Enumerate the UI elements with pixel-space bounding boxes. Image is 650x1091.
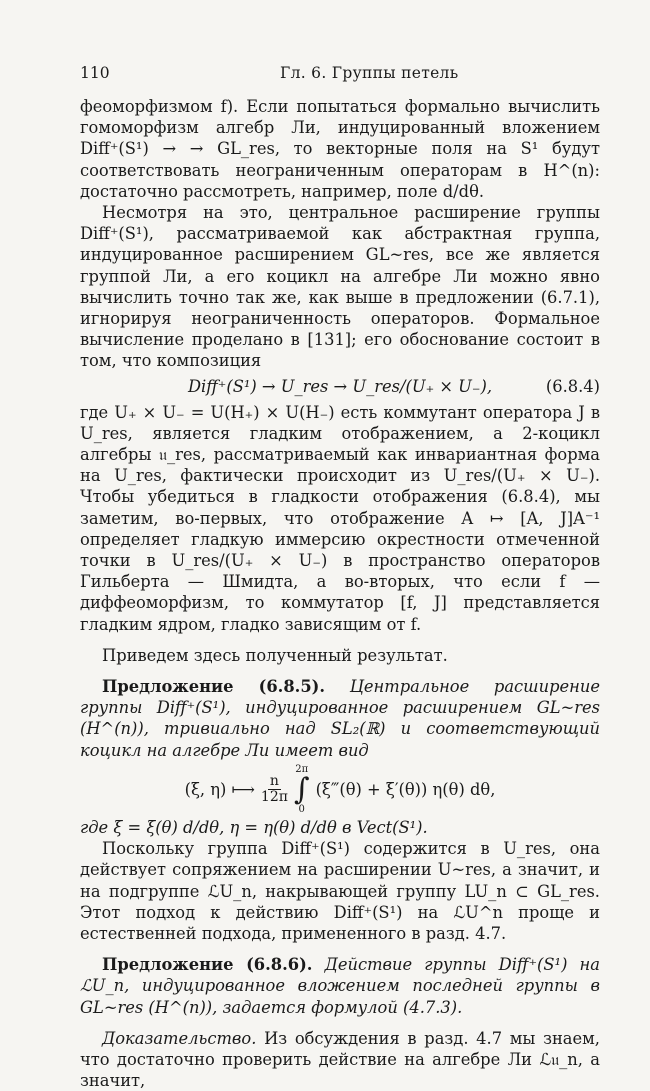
running-title: Гл. 6. Группы петель [280, 64, 459, 82]
paragraph-commutant: где U₊ × U₋ = U(H₊) × U(H₋) есть коммутант оператора J в U_res, является гладким отображением, а 2-коцикл алгебры 𝔲_res, рассматриваемый как инвариантная форма на U_res, фактически происходит из U_res/(U₊ × U₋). Чтобы убедиться в гладкости отображения (6.8.4), мы заметим, во-первых, что отображение A ↦ [A, J]A⁻¹ определяет гладкую иммерсию окрестности отмеченной точки в U_res/(U₊ × U₋) в пространство операторов Гильберта — Шмидта, а во-вторых, что если f — диффеоморфизм, то коммутатор [f, J] представляется гладким ядром, гладко зависящим от f. [80, 402, 600, 634]
page-number: 110 [80, 64, 110, 82]
page-header [80, 64, 600, 86]
paragraph-continued: феоморфизмом f). Если попытаться формально вычислить гомоморфизм алгебр Ли, индуцированный вложением Diff⁺(S¹) → → GL_res, то векторные поля на S¹ будут соответствовать неограниченным операторам в H^(n): достаточно рассмотреть, например, поле d/dθ. [80, 97, 600, 201]
proposition-6-8-5 [80, 676, 600, 761]
proposition-label: Предложение (6.8.5). [102, 677, 326, 697]
equation-number: (6.8.4) [545, 377, 600, 397]
proposition-6-8-6 [80, 954, 600, 1018]
fraction-numerator: n [269, 773, 279, 790]
integral-lower-limit: 0 [298, 803, 305, 815]
integral-upper-limit: 2π [295, 763, 309, 775]
proof [80, 1028, 600, 1091]
proposition-text: Центральное расширение группы Diff⁺(S¹), индуцированное расширением GL~res (H^(n)), тривиально над SL₂(ℝ) и соответствующий коцикл на алгебре Ли имеет вид [80, 677, 600, 760]
fraction-denominator: 12π [260, 789, 288, 806]
proposition-label: Предложение (6.8.6). [102, 955, 313, 975]
formula-caption: где ξ = ξ(θ) d/dθ, η = η(θ) d/dθ в Vect(S¹). [80, 817, 428, 837]
paragraph-central-extension: Несмотря на это, центральное расширение группы Diff⁺(S¹), рассматриваемой как абстрактная группа, индуцированное расширением GL~res, все же является группой Ли, а его коцикл на алгебре Ли можно явно вычислить точно так же, как выше в предложении (6.7.1), игнорируя неограниченность операторов. Формальное вычисление проделано в [131]; его обоснование состоит в том, что композиция [80, 203, 600, 371]
integral-symbol-icon: ∫ [293, 771, 310, 807]
proof-text: Из обсуждения в разд. 4.7 мы знаем, что достаточно проверить действие на алгебре Ли ℒ𝔲_n, а значит, [80, 1028, 600, 1091]
paragraph-diff-action: Поскольку группа Diff⁺(S¹) содержится в U_res, она действует сопряжением на расширении U~res, а значит, и на подгруппе ℒU_n, накрывающей группу LU_n ⊂ GL_res. Этот подход к действию Diff⁺(S¹) на ℒU^n проще и естественней подхода, примененного в разд. 4.7. [80, 839, 600, 943]
proof-label: Доказательство. [102, 1028, 257, 1048]
paragraph-result-intro: Приведем здесь полученный результат. [102, 645, 448, 665]
fraction [261, 774, 288, 805]
cocycle-formula [80, 763, 600, 815]
cocycle-lhs: (ξ, η) ⟼ [184, 780, 255, 800]
proposition-text: Действие группы Diff⁺(S¹) на ℒU_n, индуцированное вложением последней группы в GL~res (H^(n)), задается формулой (4.7.3). [80, 955, 600, 1017]
equation-6-8-4 [80, 372, 600, 402]
integral-sign [294, 765, 310, 815]
page-body [80, 96, 600, 1091]
integrand: (ξ‴(θ) + ξ′(θ)) η(θ) dθ, [315, 780, 496, 800]
equation-expression: Diff⁺(S¹) → U_res → U_res/(U₊ × U₋), [187, 377, 493, 397]
